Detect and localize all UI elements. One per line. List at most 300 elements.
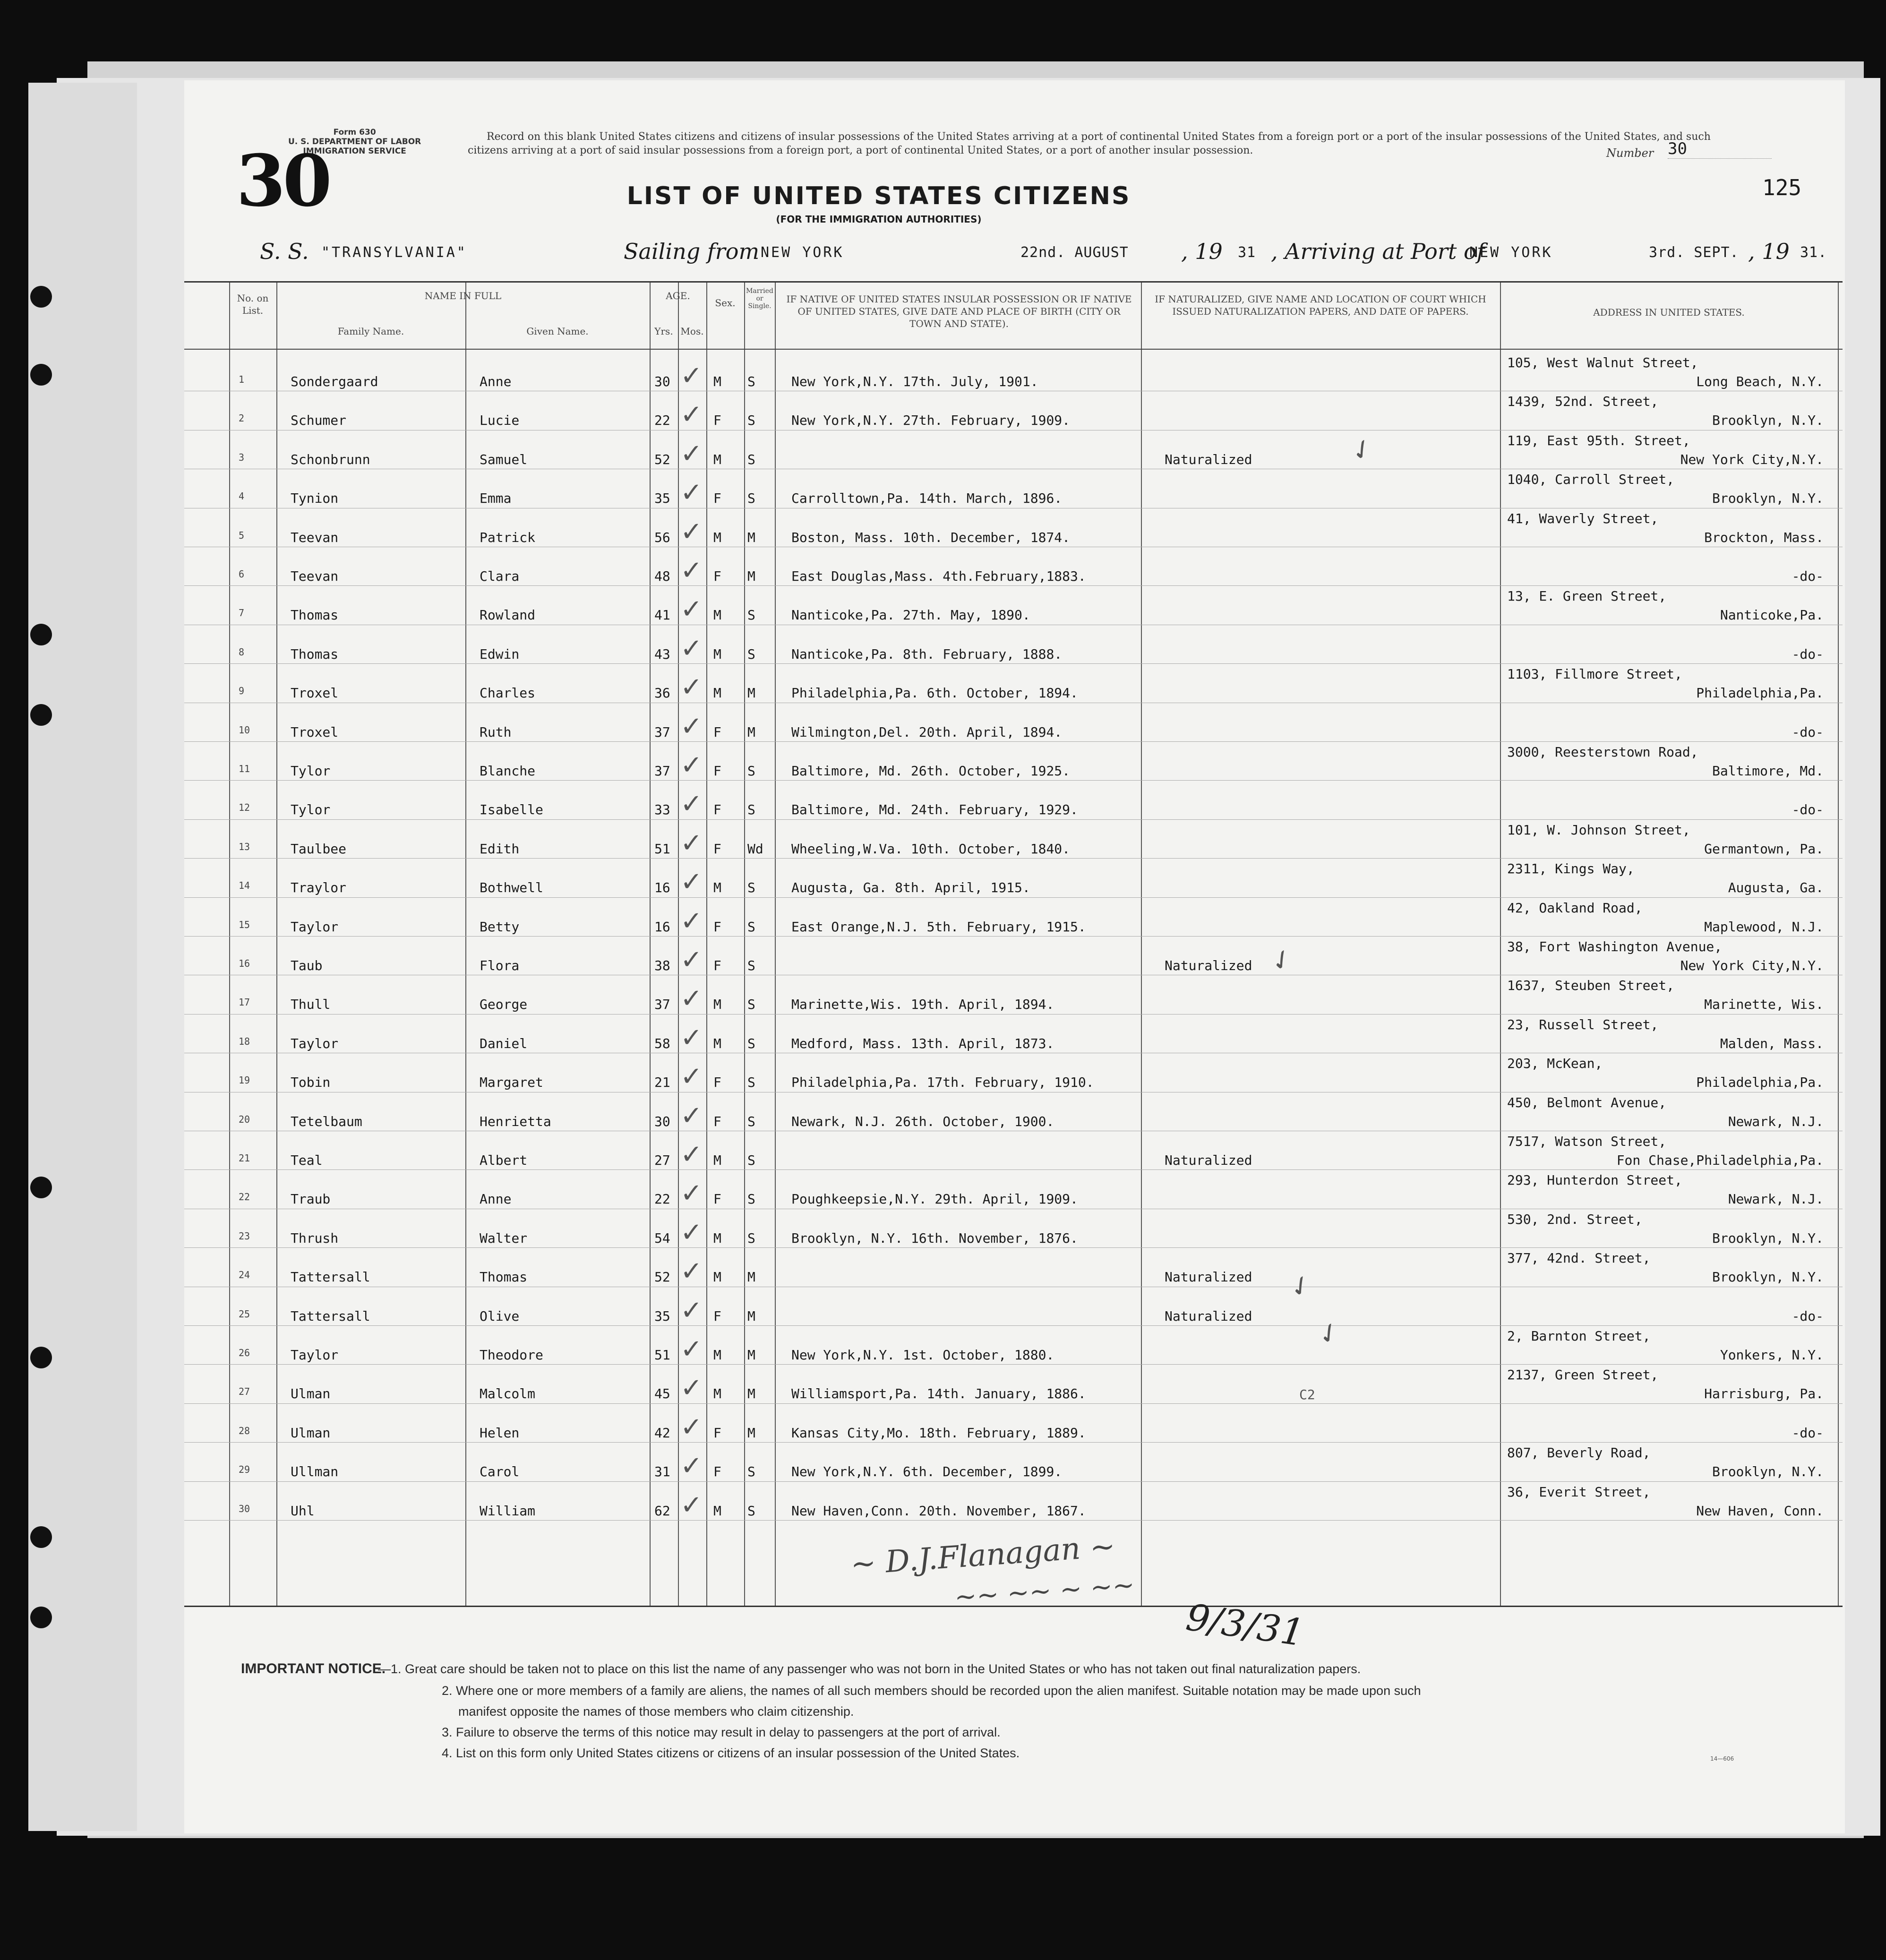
age-years: 51	[654, 841, 670, 857]
sex: M	[713, 1503, 721, 1519]
address-line-1: 1040, Carroll Street,	[1507, 472, 1675, 488]
address-line-2: New York City,N.Y.	[1680, 958, 1824, 973]
address-line-1: 36, Everit Street,	[1507, 1484, 1651, 1500]
birth-details: Philadelphia,Pa. 17th. February, 1910.	[791, 1075, 1094, 1091]
number-value: 30	[1668, 139, 1772, 159]
header-birthplace: IF NATIVE OF UNITED STATES INSULAR POSSESSION OR IF NATIVE OF UNITED STATES, GIVE DATE AND PLACE OF BIRTH (CITY OR TOWN AND STATE).	[786, 293, 1132, 329]
punch-hole	[30, 1347, 52, 1368]
tally-check-mark: ✓	[680, 827, 703, 859]
age-years: 31	[654, 1464, 670, 1480]
sex: M	[713, 1347, 721, 1363]
given-name: Daniel	[480, 1035, 528, 1051]
family-name: Traylor	[291, 880, 347, 896]
birth-details: Wheeling,W.Va. 10th. October, 1840.	[791, 841, 1071, 857]
birth-details: New York,N.Y. 1st. October, 1880.	[791, 1347, 1054, 1363]
header-address: ADDRESS IN UNITED STATES.	[1593, 307, 1745, 318]
address-line-1: 3000, Reesterstown Road,	[1507, 744, 1698, 760]
given-name: Lucie	[480, 413, 520, 429]
age-years: 33	[654, 802, 670, 818]
form-print-code: 14—606	[1710, 1755, 1734, 1762]
row-number: 8	[239, 646, 245, 658]
record-instructions: Record on this blank United States citizens and citizens of insular possessions of the United States arriving at a port of continental United States from a foreign port or a port of the insular possessions of the United States, and such citizens arriving at a port of said insular possessions from a foreign port, a port of continental United States, or a port of another insular possession.	[468, 131, 1711, 156]
address-line-1: 105, West Walnut Street,	[1507, 355, 1698, 370]
department-name: U. S. DEPARTMENT OF LABOR	[288, 137, 421, 146]
tally-check-mark: ✓	[680, 594, 703, 625]
address-line-2: Brooklyn, N.Y.	[1712, 1230, 1824, 1246]
given-name: William	[480, 1503, 536, 1519]
row-rule	[184, 741, 1843, 742]
naturalization: Naturalized	[1165, 1269, 1252, 1285]
family-name: Teevan	[291, 568, 339, 584]
given-name: Blanche	[480, 763, 536, 779]
address-line-2: Brooklyn, N.Y.	[1712, 413, 1824, 429]
binder-strip	[28, 83, 137, 1831]
tally-check-mark: ✓	[680, 361, 703, 391]
family-name: Thomas	[291, 607, 339, 623]
address-line-2: Marinette, Wis.	[1704, 997, 1824, 1013]
address-line-2: Baltimore, Md.	[1712, 763, 1824, 779]
given-name: Walter	[480, 1230, 528, 1246]
given-name: Edith	[480, 841, 520, 857]
sex: F	[713, 413, 721, 429]
given-name: Flora	[480, 958, 520, 973]
family-name: Tynion	[291, 490, 339, 507]
age-years: 35	[654, 490, 670, 507]
tally-check-mark: ✓	[680, 1489, 703, 1521]
address-line-1: 450, Belmont Avenue,	[1507, 1094, 1667, 1110]
notice-item-2: 2. Where one or more members of a family are aliens, the names of all such members should be recorded upon the alien manifest. Suitable notation may be made upon such	[442, 1684, 1421, 1698]
notice-item-2-continued: manifest opposite the names of those members who claim citizenship.	[458, 1704, 854, 1719]
age-years: 54	[654, 1230, 670, 1246]
column-divider	[276, 283, 277, 1606]
address-line-2: New Haven, Conn.	[1696, 1503, 1824, 1519]
arrival-year-prefix: , 19	[1748, 239, 1790, 264]
address-line-2: Augusta, Ga.	[1728, 880, 1824, 896]
sex: F	[713, 1308, 721, 1324]
given-name: Charles	[480, 685, 536, 701]
birth-details: Wilmington,Del. 20th. April, 1894.	[791, 724, 1063, 740]
sex: M	[713, 451, 721, 467]
family-name: Taylor	[291, 1035, 339, 1051]
given-name: Ruth	[480, 724, 512, 740]
sex: F	[713, 568, 721, 584]
address-line-1: 119, East 95th. Street,	[1507, 432, 1690, 448]
column-divider	[1500, 283, 1501, 1606]
given-name: Clara	[480, 568, 520, 584]
age-years: 36	[654, 685, 670, 701]
family-name: Uhl	[291, 1503, 315, 1519]
address-line-2: Brockton, Mass.	[1704, 529, 1824, 545]
address-line-2: Nanticoke,Pa.	[1720, 607, 1824, 623]
naturalization: Naturalized	[1165, 1308, 1252, 1324]
column-divider	[1141, 283, 1142, 1606]
given-name: Margaret	[480, 1075, 543, 1091]
header-married-single: Married or Single.	[746, 287, 773, 310]
birth-details: Baltimore, Md. 26th. October, 1925.	[791, 763, 1071, 779]
age-years: 37	[654, 724, 670, 740]
marital-status: S	[747, 802, 755, 818]
given-name: Rowland	[480, 607, 536, 623]
sex: M	[713, 646, 721, 662]
column-divider	[744, 283, 745, 1606]
given-name: Carol	[480, 1464, 520, 1480]
row-number: 21	[239, 1152, 250, 1164]
sex: M	[713, 607, 721, 623]
marital-status: S	[747, 1075, 755, 1091]
given-name: Betty	[480, 919, 520, 935]
ship-name: "TRANSYLVANIA"	[321, 244, 467, 261]
tally-check-mark: ✓	[680, 1178, 703, 1209]
address-line-1: 377, 42nd. Street,	[1507, 1250, 1651, 1266]
check-mark: ✓	[1312, 1315, 1347, 1353]
age-years: 48	[654, 568, 670, 584]
row-number: 30	[239, 1503, 250, 1514]
given-name: Henrietta	[480, 1113, 551, 1129]
row-rule	[184, 1169, 1843, 1170]
row-number: 11	[239, 763, 250, 774]
given-name: Anne	[480, 374, 512, 389]
address-line-1: 530, 2nd. Street,	[1507, 1211, 1643, 1227]
birth-details: East Orange,N.J. 5th. February, 1915.	[791, 919, 1086, 935]
tally-check-mark: ✓	[680, 867, 703, 898]
address-line-2: New York City,N.Y.	[1680, 451, 1824, 467]
marital-status: S	[747, 1113, 755, 1129]
address-line-2: -do-	[1792, 568, 1824, 584]
passenger-table	[184, 281, 1843, 1607]
header-months: Mos.	[680, 326, 704, 337]
age-years: 51	[654, 1347, 670, 1363]
family-name: Taub	[291, 958, 323, 973]
notice-title: IMPORTANT NOTICE.	[241, 1661, 386, 1676]
family-name: Troxel	[291, 724, 339, 740]
address-line-2: Harrisburg, Pa.	[1704, 1386, 1824, 1402]
row-number: 25	[239, 1308, 250, 1320]
tally-check-mark: ✓	[680, 983, 703, 1014]
sex: F	[713, 1113, 721, 1129]
tally-check-mark: ✓	[680, 1022, 703, 1053]
notice-item-1: —1. Great care should be taken not to place on this list the name of any passenger who was not born in the United States or who has not taken out final naturalization papers.	[378, 1662, 1361, 1676]
row-number: 23	[239, 1230, 250, 1242]
page-subtitle: (FOR THE IMMIGRATION AUTHORITIES)	[776, 214, 982, 225]
tally-check-mark: ✓	[680, 438, 703, 469]
notice-item-4: 4. List on this form only United States citizens or citizens of an insular possession of the United States.	[442, 1746, 1020, 1760]
sex: M	[713, 685, 721, 701]
family-name: Tattersall	[291, 1308, 370, 1324]
tally-check-mark: ✓	[680, 1139, 703, 1170]
marital-status: Wd	[747, 841, 763, 857]
stamped-list-number: 30	[236, 139, 329, 223]
birth-details: Marinette,Wis. 19th. April, 1894.	[791, 997, 1054, 1013]
notice-item-3: 3. Failure to observe the terms of this notice may result in delay to passengers at the port of arrival.	[442, 1725, 1001, 1739]
departure-port: NEW YORK	[761, 244, 844, 261]
given-name: Anne	[480, 1191, 512, 1207]
marital-status: S	[747, 646, 755, 662]
sex: F	[713, 919, 721, 935]
age-years: 16	[654, 880, 670, 896]
address-line-2: -do-	[1792, 724, 1824, 740]
age-years: 16	[654, 919, 670, 935]
family-name: Taylor	[291, 919, 339, 935]
address-line-1: 807, Beverly Road,	[1507, 1445, 1651, 1461]
address-line-1: 1103, Fillmore Street,	[1507, 666, 1682, 682]
tally-check-mark: ✓	[680, 1100, 703, 1131]
column-divider	[229, 283, 230, 1606]
age-years: 52	[654, 1269, 670, 1285]
given-name: Olive	[480, 1308, 520, 1324]
punch-hole	[30, 704, 52, 726]
handwritten-date: 9/3/31	[1183, 1596, 1307, 1655]
marital-status: S	[747, 958, 755, 973]
punch-hole	[30, 364, 52, 386]
marital-status: S	[747, 1152, 755, 1168]
sex: F	[713, 1464, 721, 1480]
sex: M	[713, 997, 721, 1013]
marital-status: S	[747, 374, 755, 389]
address-line-1: 7517, Watson Street,	[1507, 1134, 1667, 1149]
sex: M	[713, 1386, 721, 1402]
sex: F	[713, 1191, 721, 1207]
birth-details: East Douglas,Mass. 4th.February,1883.	[791, 568, 1086, 584]
tally-check-mark: ✓	[680, 905, 703, 937]
given-name: Albert	[480, 1152, 528, 1168]
annotation-c2: C2	[1299, 1387, 1315, 1402]
row-number: 18	[239, 1035, 250, 1047]
birth-details: Baltimore, Md. 24th. February, 1929.	[791, 802, 1078, 818]
row-rule	[184, 780, 1843, 781]
sex: F	[713, 802, 721, 818]
row-number: 4	[239, 490, 245, 502]
birth-details: Nanticoke,Pa. 27th. May, 1890.	[791, 607, 1030, 623]
given-name: Malcolm	[480, 1386, 536, 1402]
birth-details: Carrolltown,Pa. 14th. March, 1896.	[791, 490, 1063, 507]
birth-details: Poughkeepsie,N.Y. 29th. April, 1909.	[791, 1191, 1078, 1207]
birth-details: Augusta, Ga. 8th. April, 1915.	[791, 880, 1030, 896]
age-years: 30	[654, 374, 670, 389]
row-number: 5	[239, 529, 245, 541]
row-rule	[184, 936, 1843, 937]
header-name-in-full: NAME IN FULL	[424, 290, 502, 301]
sex: F	[713, 1425, 721, 1441]
marital-status: M	[747, 1425, 755, 1441]
row-number: 26	[239, 1347, 250, 1358]
tally-check-mark: ✓	[680, 1061, 703, 1092]
sex: M	[713, 1230, 721, 1246]
row-rule	[184, 1481, 1843, 1482]
given-name: Thomas	[480, 1269, 528, 1285]
tally-check-mark: ✓	[680, 672, 703, 703]
row-number: 6	[239, 568, 245, 580]
given-name: Theodore	[480, 1347, 543, 1363]
punch-hole	[30, 286, 52, 308]
arrival-date: 3rd. SEPT.	[1649, 244, 1739, 261]
marital-status: S	[747, 413, 755, 429]
age-years: 62	[654, 1503, 670, 1519]
address-line-2: -do-	[1792, 1308, 1824, 1324]
given-name: Edwin	[480, 646, 520, 662]
age-years: 37	[654, 763, 670, 779]
marital-status: M	[747, 1347, 755, 1363]
sex: F	[713, 724, 721, 740]
sex: M	[713, 1035, 721, 1051]
age-years: 41	[654, 607, 670, 623]
departure-date: 22nd. AUGUST	[1020, 244, 1129, 261]
family-name: Taulbee	[291, 841, 347, 857]
naturalization: Naturalized	[1165, 1152, 1252, 1168]
address-line-2: Fon Chase,Philadelphia,Pa.	[1616, 1152, 1824, 1168]
family-name: Troxel	[291, 685, 339, 701]
address-line-2: Brooklyn, N.Y.	[1712, 1464, 1824, 1480]
tally-check-mark: ✓	[680, 1373, 703, 1404]
marital-status: S	[747, 763, 755, 779]
age-years: 58	[654, 1035, 670, 1051]
marital-status: S	[747, 919, 755, 935]
row-number: 15	[239, 919, 250, 930]
row-rule	[184, 858, 1843, 859]
row-rule	[184, 663, 1843, 664]
address-line-2: Yonkers, N.Y.	[1720, 1347, 1824, 1363]
sex: F	[713, 763, 721, 779]
given-name: Isabelle	[480, 802, 543, 818]
row-rule	[184, 1403, 1843, 1404]
tally-check-mark: ✓	[680, 945, 703, 975]
sex: M	[713, 1152, 721, 1168]
row-rule	[184, 897, 1843, 898]
family-name: Ullman	[291, 1464, 339, 1480]
naturalization: Naturalized	[1165, 958, 1252, 973]
year-prefix: , 19	[1181, 239, 1223, 264]
punch-hole	[30, 1607, 52, 1628]
family-name: Tobin	[291, 1075, 331, 1091]
row-number: 2	[239, 413, 245, 424]
row-number: 7	[239, 607, 245, 619]
arriving-label: , Arriving at Port of	[1271, 239, 1485, 264]
age-years: 45	[654, 1386, 670, 1402]
address-line-1: 1637, Steuben Street,	[1507, 978, 1675, 994]
birth-details: New York,N.Y. 6th. December, 1899.	[791, 1464, 1063, 1480]
service-name: IMMIGRATION SERVICE	[303, 146, 406, 156]
address-line-2: Maplewood, N.J.	[1704, 919, 1824, 935]
given-name: George	[480, 997, 528, 1013]
marital-status: S	[747, 1191, 755, 1207]
tally-check-mark: ✓	[680, 1334, 703, 1365]
sex: M	[713, 374, 721, 389]
sex: M	[713, 529, 721, 545]
punch-hole	[30, 624, 52, 645]
address-line-2: Long Beach, N.Y.	[1696, 374, 1824, 389]
address-line-1: 38, Fort Washington Avenue,	[1507, 939, 1723, 954]
family-name: Tattersall	[291, 1269, 370, 1285]
sex: F	[713, 841, 721, 857]
given-name: Patrick	[480, 529, 536, 545]
address-line-2: Philadelphia,Pa.	[1696, 685, 1824, 701]
address-line-2: -do-	[1792, 802, 1824, 818]
row-number: 19	[239, 1075, 250, 1086]
age-years: 35	[654, 1308, 670, 1324]
family-name: Ulman	[291, 1386, 331, 1402]
address-line-1: 1439, 52nd. Street,	[1507, 394, 1659, 410]
departure-year: 31	[1238, 244, 1256, 261]
column-divider	[775, 283, 776, 1606]
header-family-name: Family Name.	[337, 326, 404, 337]
marital-status: S	[747, 880, 755, 896]
age-years: 42	[654, 1425, 670, 1441]
family-name: Sondergaard	[291, 374, 378, 389]
birth-details: Brooklyn, N.Y. 16th. November, 1876.	[791, 1230, 1078, 1246]
address-line-1: 203, McKean,	[1507, 1056, 1603, 1072]
age-years: 30	[654, 1113, 670, 1129]
marital-status: M	[747, 685, 755, 701]
page-number: 125	[1762, 175, 1802, 200]
row-number: 14	[239, 880, 250, 892]
row-number: 24	[239, 1269, 250, 1281]
row-number: 16	[239, 958, 250, 969]
address-line-1: 293, Hunterdon Street,	[1507, 1172, 1682, 1188]
check-mark: ✓	[1264, 941, 1300, 980]
marital-status: S	[747, 451, 755, 467]
page-title: LIST OF UNITED STATES CITIZENS	[626, 182, 1131, 210]
age-years: 22	[654, 413, 670, 429]
marital-status: S	[747, 490, 755, 507]
tally-check-mark: ✓	[680, 1217, 703, 1248]
voyage-line	[260, 239, 1857, 267]
birth-details: Williamsport,Pa. 14th. January, 1886.	[791, 1386, 1086, 1402]
marital-status: S	[747, 997, 755, 1013]
address-line-1: 2137, Green Street,	[1507, 1367, 1659, 1383]
row-number: 20	[239, 1113, 250, 1125]
family-name: Teal	[291, 1152, 323, 1168]
inspector-signature: ~ D.J.Flanagan ~	[849, 1529, 1116, 1582]
family-name: Thull	[291, 997, 331, 1013]
header-years: Yrs.	[654, 326, 673, 337]
family-name: Tetelbaum	[291, 1113, 362, 1129]
address-line-2: Philadelphia,Pa.	[1696, 1075, 1824, 1091]
inspector-title-signature: ~~ ~~ ~ ~~	[953, 1569, 1136, 1613]
row-number: 13	[239, 841, 250, 852]
family-name: Thomas	[291, 646, 339, 662]
row-number: 29	[239, 1464, 250, 1476]
sex: F	[713, 1075, 721, 1091]
marital-status: M	[747, 568, 755, 584]
birth-details: Boston, Mass. 10th. December, 1874.	[791, 529, 1071, 545]
row-number: 3	[239, 451, 245, 463]
sailing-label: Sailing from	[624, 239, 760, 264]
birth-details: New York,N.Y. 27th. February, 1909.	[791, 413, 1071, 429]
family-name: Traub	[291, 1191, 331, 1207]
column-divider	[678, 283, 679, 1606]
check-mark: ✓	[1345, 431, 1380, 469]
column-divider	[650, 283, 651, 1606]
row-rule	[184, 1325, 1843, 1326]
row-rule	[184, 1442, 1843, 1443]
sex: M	[713, 880, 721, 896]
given-name: Helen	[480, 1425, 520, 1441]
sex: F	[713, 490, 721, 507]
punch-hole	[30, 1526, 52, 1548]
birth-details: Philadelphia,Pa. 6th. October, 1894.	[791, 685, 1078, 701]
birth-details: Kansas City,Mo. 18th. February, 1889.	[791, 1425, 1086, 1441]
age-years: 22	[654, 1191, 670, 1207]
number-label: Number	[1606, 146, 1654, 160]
header-rule	[184, 349, 1843, 350]
age-years: 43	[654, 646, 670, 662]
address-line-2: Brooklyn, N.Y.	[1712, 1269, 1824, 1285]
tally-check-mark: ✓	[680, 399, 703, 430]
family-name: Teevan	[291, 529, 339, 545]
check-mark: ✓	[1283, 1267, 1319, 1306]
address-line-1: 41, Waverly Street,	[1507, 510, 1659, 526]
marital-status: M	[747, 1269, 755, 1285]
tally-check-mark: ✓	[680, 633, 703, 664]
